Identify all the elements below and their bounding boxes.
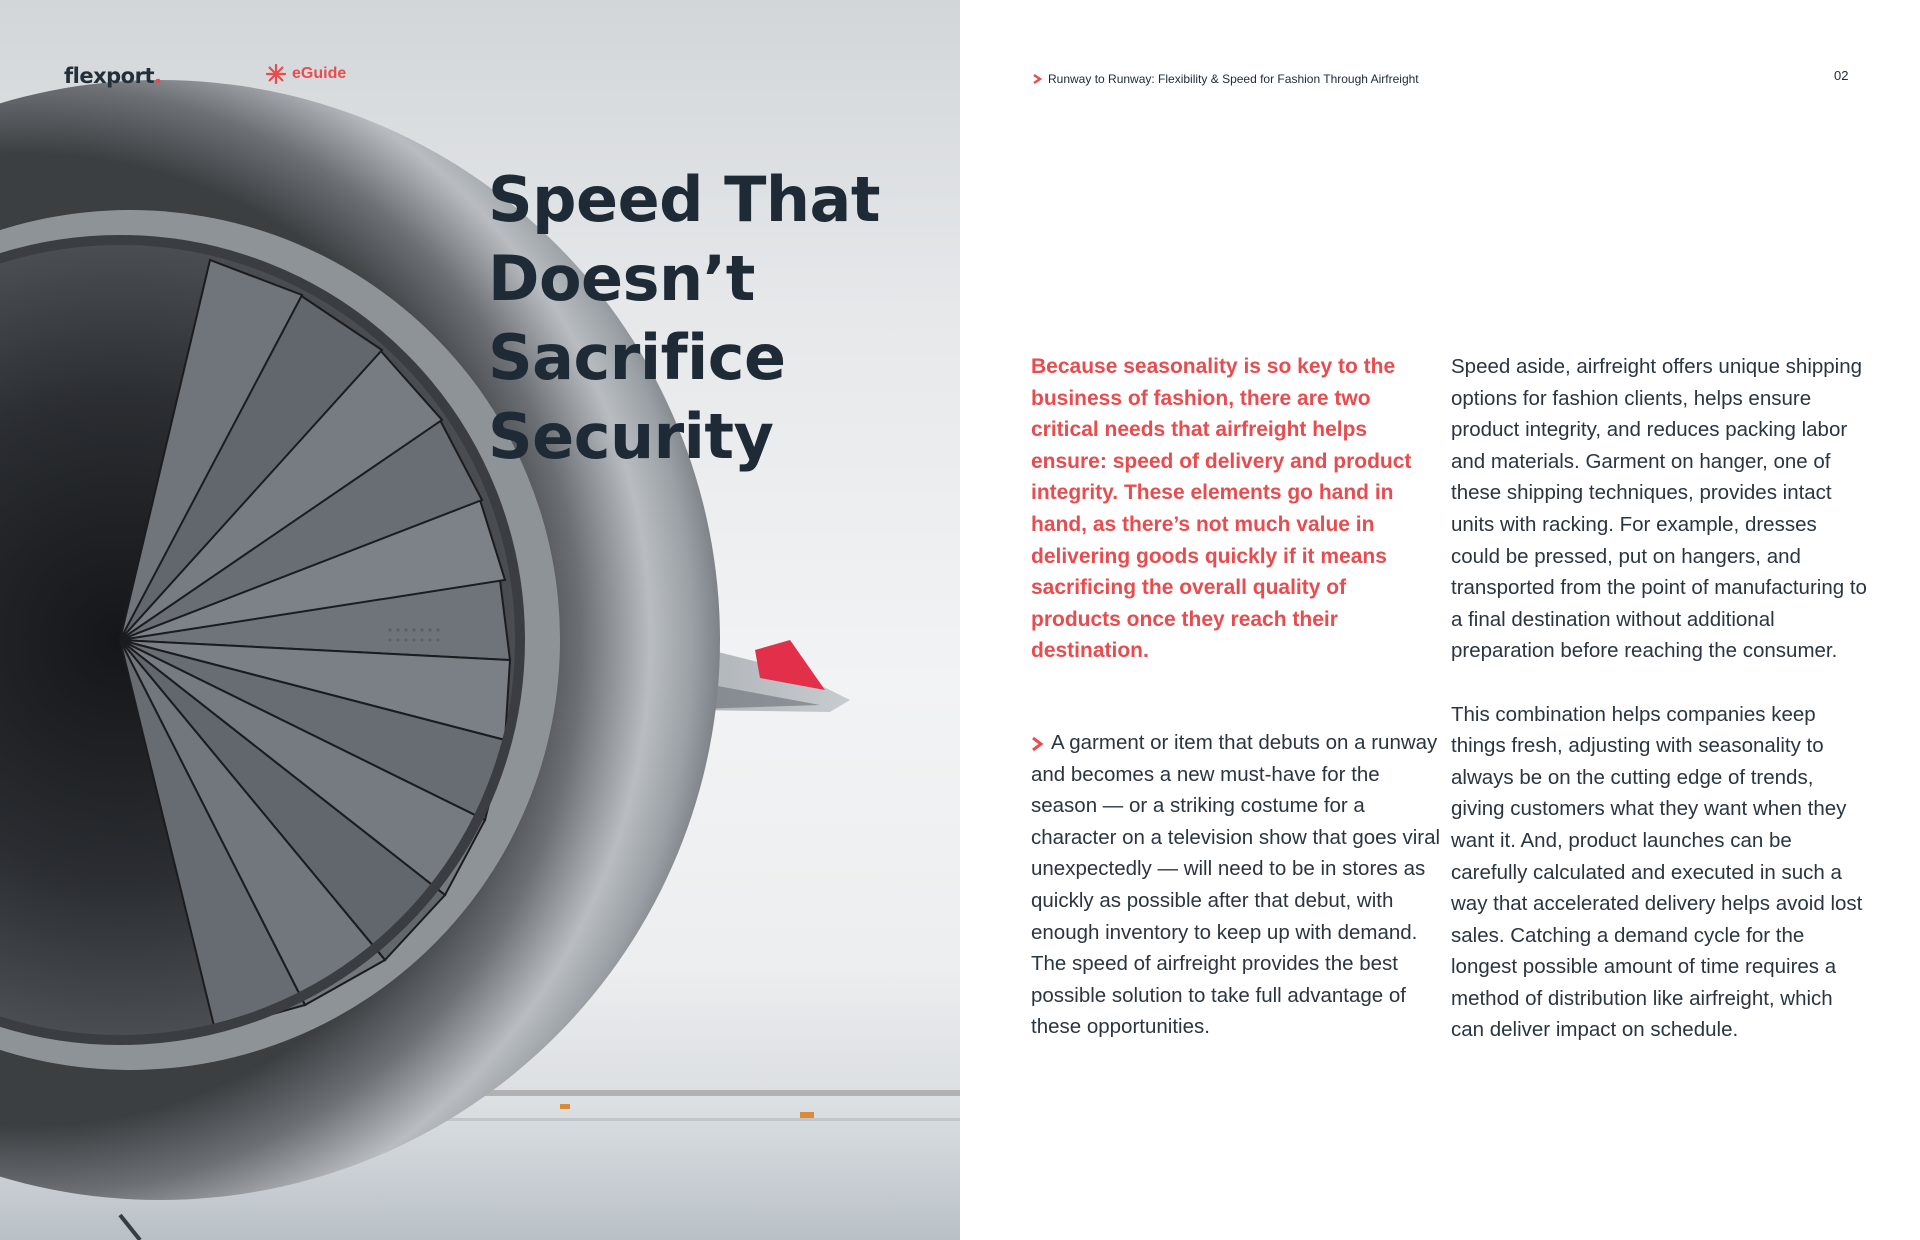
chevron-right-icon [1032,74,1042,84]
eguide-label [266,64,346,84]
right-page [960,0,1920,1240]
running-head [1032,72,1419,86]
lead-paragraph: Because seasonality is so key to the business of fashion, there are two critical needs that airfreight helps ensure: speed of delivery and product integrity. These elements go hand in hand, as there’s not much value in delivering goods quickly if it means sacrificing the overall quality of products once they reach their destination. [1031,355,1412,663]
brand-name: flexport [64,64,154,88]
page-number: 02 [1834,68,1849,83]
brand-dot: . [153,64,162,88]
running-head-text: Runway to Runway: Flexibility & Speed for Fashion Through Airfreight [1048,72,1419,86]
chevron-right-icon [1031,737,1043,751]
body-paragraph-left-text: A garment or item that debuts on a runway and becomes a new must-have for the season — or a striking costume for a character on a television show that goes viral unexpectedly — will need to be in stores as quickly as possible after that debut, with enough inventory to keep up with demand. The speed of airfreight provides the best possible solution to take full advantage of these opportunities. [1031,731,1441,1039]
eguide-text: eGuide [292,65,347,82]
body-paragraph-2: This combination helps companies keep things fresh, adjusting with seasonality to always be on the cutting edge of trends, giving customers what they want when they want it. And, product launches can be carefully calculated and executed in such a way that accelerated delivery helps avoid lost sales. Catching a demand cycle for the longest possible amount of time requires a method of distribution like airfreight, which can deliver impact on schedule. [1451,702,1863,1042]
body-paragraph-left [1031,727,1441,1043]
body-paragraph-1: Speed aside, airfreight offers unique shipping options for fashion clients, helps ensure product integrity, and reduces packing labor and materials. Garment on hanger, one of these shipping techniques, provides intact units with racking. For example, dresses could be pressed, put on hangers, and transported from the point of manufacturing to a final destination without additional preparation before reaching the consumer. [1451,355,1867,663]
page-headline: Speed That Doesn’t Sacrifice Security [488,163,881,473]
right-column [1451,351,1871,1078]
starburst-icon [266,64,286,84]
flexport-logo [64,64,161,88]
